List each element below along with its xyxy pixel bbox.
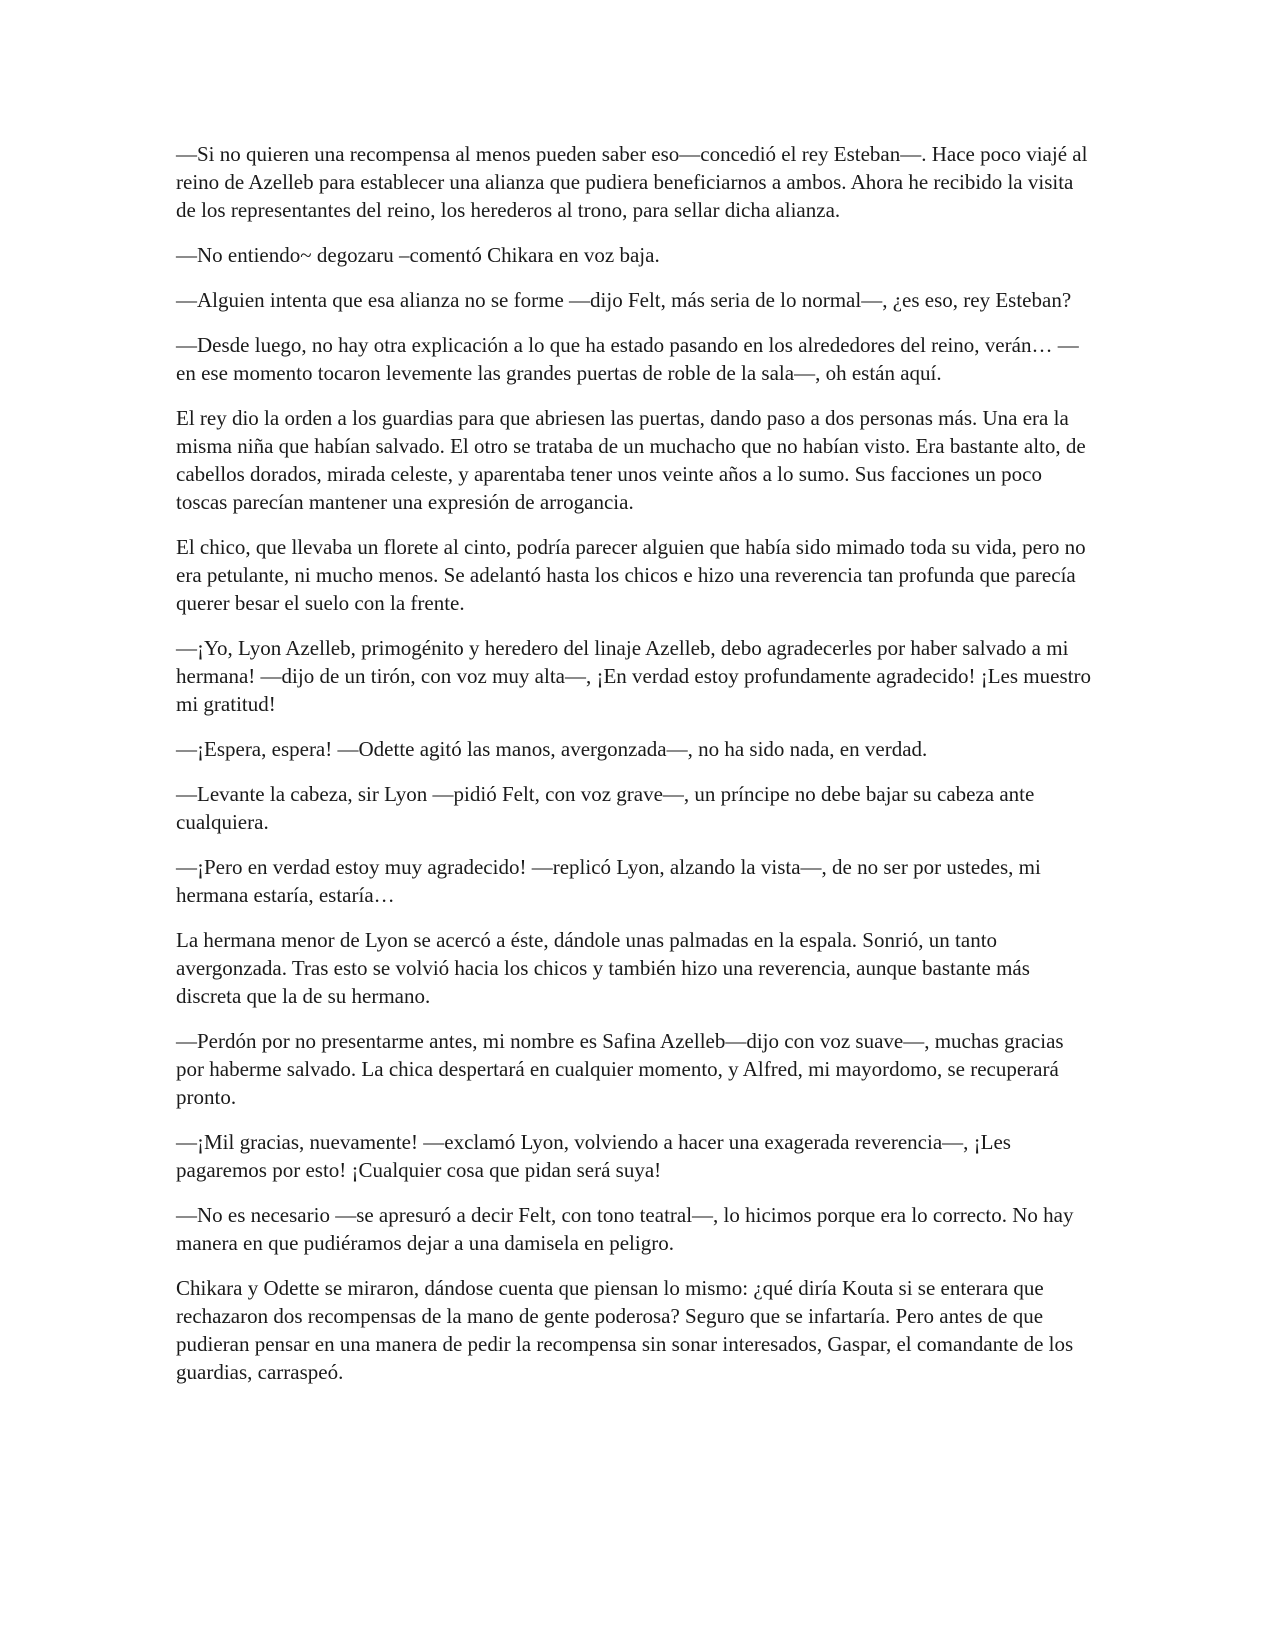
paragraph: El rey dio la orden a los guardias para que abriesen las puertas, dando paso a dos personas más. Una era la misma niña que habían salvado. El otro se trataba de un muchacho que no habían visto. Era bastante alto, de cabellos dorados, mirada celeste, y aparentaba tener unos veinte años a lo sumo. Sus facciones un poco toscas parecían mantener una expresión de arrogancia. xyxy=(176,406,1086,514)
paragraph: —No es necesario —se apresuró a decir Felt, con tono teatral—, lo hicimos porque era lo correcto. No hay manera en que pudiéramos dejar a una damisela en peligro. xyxy=(176,1203,1074,1255)
paragraph: —¡Espera, espera! —Odette agitó las manos, avergonzada—, no ha sido nada, en verdad. xyxy=(176,737,928,761)
paragraph: —Alguien intenta que esa alianza no se forme —dijo Felt, más seria de lo normal—, ¿es eso, rey Esteban? xyxy=(176,288,1072,312)
paragraph: —¡Mil gracias, nuevamente! —exclamó Lyon, volviendo a hacer una exagerada reverencia—, ¡Les pagaremos por esto! ¡Cualquier cosa que pidan será suya! xyxy=(176,1130,1011,1182)
paragraph: —Levante la cabeza, sir Lyon —pidió Felt, con voz grave—, un príncipe no debe bajar su cabeza ante cualquiera. xyxy=(176,782,1035,834)
paragraph: Chikara y Odette se miraron, dándose cuenta que piensan lo mismo: ¿qué diría Kouta si se enterara que rechazaron dos recompensas de la mano de gente poderosa? Seguro que se infartaría. Pero antes de que pudieran pensar en una manera de pedir la recompensa sin sonar interesados, Gaspar, el comandante de los guardias, carraspeó. xyxy=(176,1276,1074,1384)
paragraph: La hermana menor de Lyon se acercó a éste, dándole unas palmadas en la espala. Sonrió, un tanto avergonzada. Tras esto se volvió hacia los chicos y también hizo una reverencia, aunque bastante más discreta que la de su hermano. xyxy=(176,928,1030,1008)
paragraph: —Desde luego, no hay otra explicación a lo que ha estado pasando en los alrededores del reino, verán… —en ese momento tocaron levemente las grandes puertas de roble de la sala—, oh están aquí. xyxy=(176,333,1079,385)
paragraph: —Si no quieren una recompensa al menos pueden saber eso—concedió el rey Esteban—. Hace poco viajé al reino de Azelleb para establecer una alianza que pudiera beneficiarnos a ambos. Ahora he recibido la visita de los representantes del reino, los herederos al trono, para sellar dicha alianza. xyxy=(176,142,1088,222)
paragraph: —Perdón por no presentarme antes, mi nombre es Safina Azelleb—dijo con voz suave—, muchas gracias por haberme salvado. La chica despertará en cualquier momento, y Alfred, mi mayordomo, se recuperará pronto. xyxy=(176,1029,1064,1109)
paragraph: —¡Yo, Lyon Azelleb, primogénito y heredero del linaje Azelleb, debo agradecerles por haber salvado a mi hermana! —dijo de un tirón, con voz muy alta—, ¡En verdad estoy profundamente agradecido! ¡Les muestro mi gratitud! xyxy=(176,636,1091,716)
paragraph: —No entiendo~ degozaru –comentó Chikara en voz baja. xyxy=(176,243,660,267)
paragraph: El chico, que llevaba un florete al cinto, podría parecer alguien que había sido mimado toda su vida, pero no era petulante, ni mucho menos. Se adelantó hasta los chicos e hizo una reverencia tan profunda que parecía querer besar el suelo con la frente. xyxy=(176,535,1086,615)
document-page xyxy=(176,140,1096,1403)
paragraph: —¡Pero en verdad estoy muy agradecido! —replicó Lyon, alzando la vista—, de no ser por ustedes, mi hermana estaría, estaría… xyxy=(176,855,1041,907)
